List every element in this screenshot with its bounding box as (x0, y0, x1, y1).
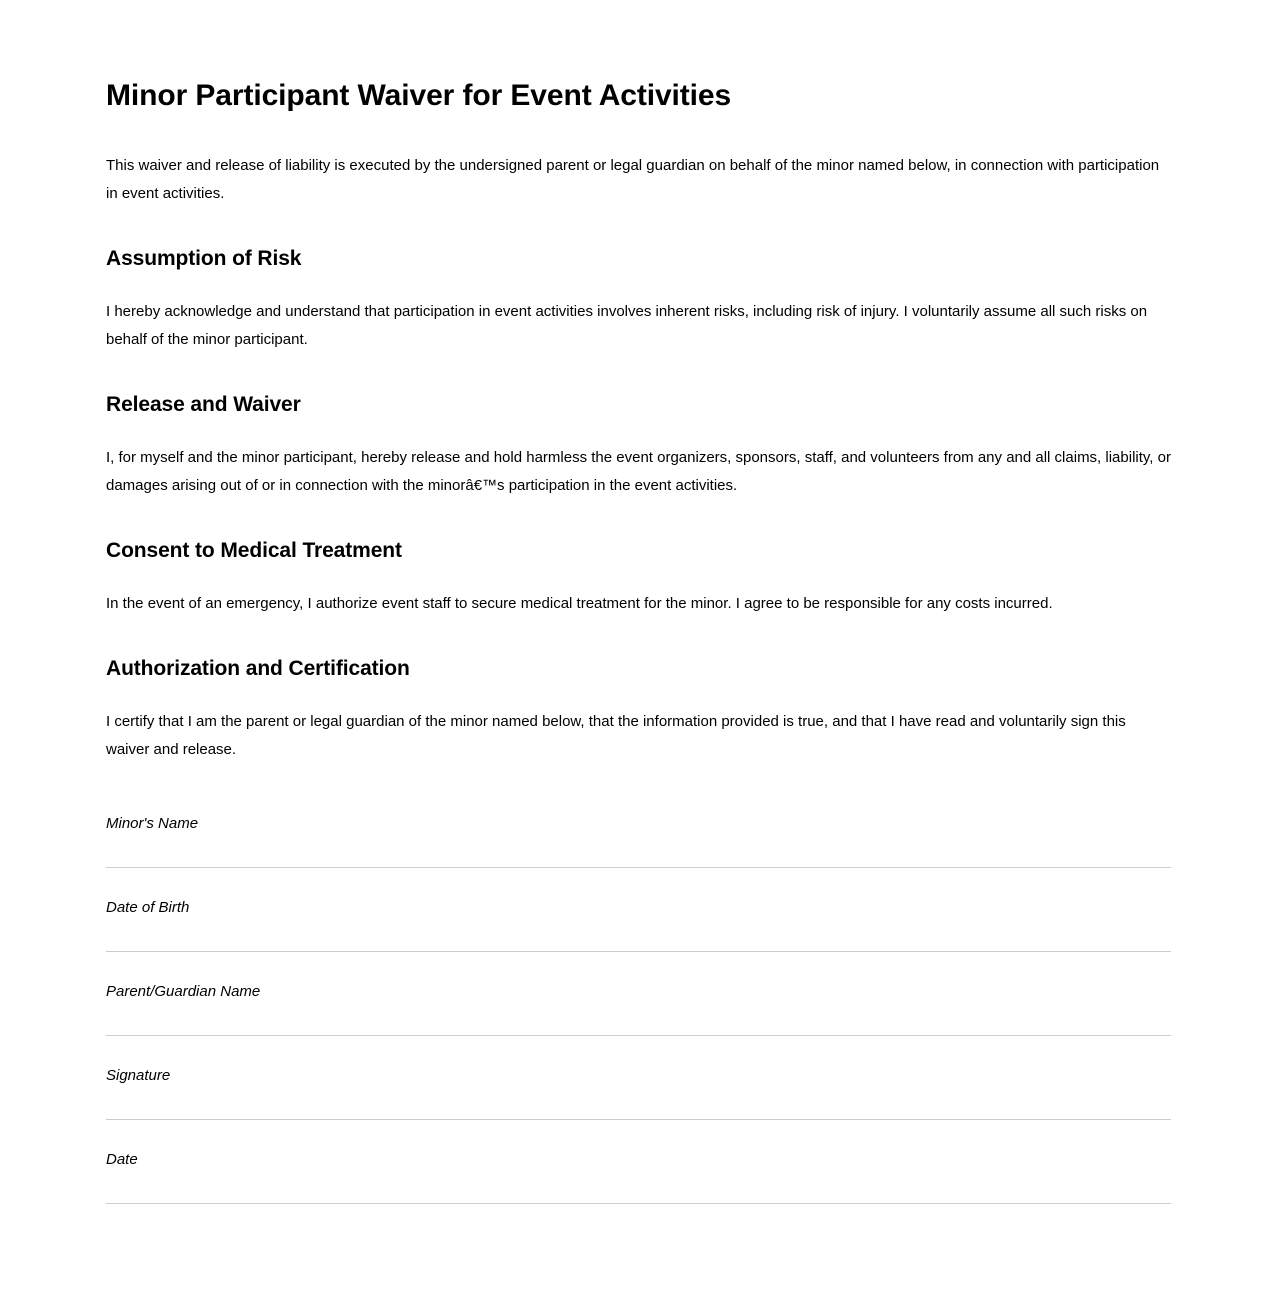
section-body: I hereby acknowledge and understand that participation in event activities involves inherent risks, including risk of injury. I voluntarily assume all such risks on behalf of the minor participant. (106, 303, 1148, 348)
section-assumption-of-risk (106, 246, 1171, 354)
field-label: Date of Birth (106, 899, 190, 916)
field-row-date-of-birth (106, 898, 1171, 952)
section-body: I, for myself and the minor participant, hereby release and hold harmless the event organizers, sponsors, staff, and volunteers from any and all claims, liability, or damages arising out of or in connection with the minorâ€™s participation in the event activities. (106, 449, 1171, 494)
section-body: In the event of an emergency, I authorize event staff to secure medical treatment for the minor. I agree to be responsible for any costs incurred. (106, 595, 1053, 612)
field-signature-line[interactable] (106, 951, 1171, 952)
field-label: Minor's Name (106, 815, 199, 832)
section-authorization-and-certification (106, 656, 1171, 764)
signature-fields (106, 814, 1171, 1204)
section-heading: Release and Waiver (106, 393, 301, 416)
field-signature-line[interactable] (106, 1119, 1171, 1120)
field-signature-line[interactable] (106, 1203, 1171, 1204)
field-row-signature (106, 1066, 1171, 1120)
page-title: Minor Participant Waiver for Event Activities (106, 79, 732, 112)
intro-paragraph: This waiver and release of liability is executed by the undersigned parent or legal guardian on behalf of the minor named below, in connection with participation in event activities. (106, 157, 1160, 202)
section-body: I certify that I am the parent or legal guardian of the minor named below, that the information provided is true, and that I have read and voluntarily sign this waiver and release. (106, 713, 1126, 758)
section-consent-to-medical-treatment (106, 538, 1171, 618)
field-label: Signature (106, 1067, 171, 1084)
field-row-parent-guardian-name (106, 982, 1171, 1036)
field-row-minors-name (106, 814, 1171, 868)
field-signature-line[interactable] (106, 1035, 1171, 1036)
field-row-date (106, 1150, 1171, 1204)
section-heading: Authorization and Certification (106, 657, 410, 680)
field-label: Date (106, 1151, 138, 1168)
section-heading: Assumption of Risk (106, 247, 302, 270)
field-signature-line[interactable] (106, 867, 1171, 868)
field-label: Parent/Guardian Name (106, 983, 261, 1000)
section-heading: Consent to Medical Treatment (106, 539, 402, 562)
section-release-and-waiver (106, 392, 1171, 500)
